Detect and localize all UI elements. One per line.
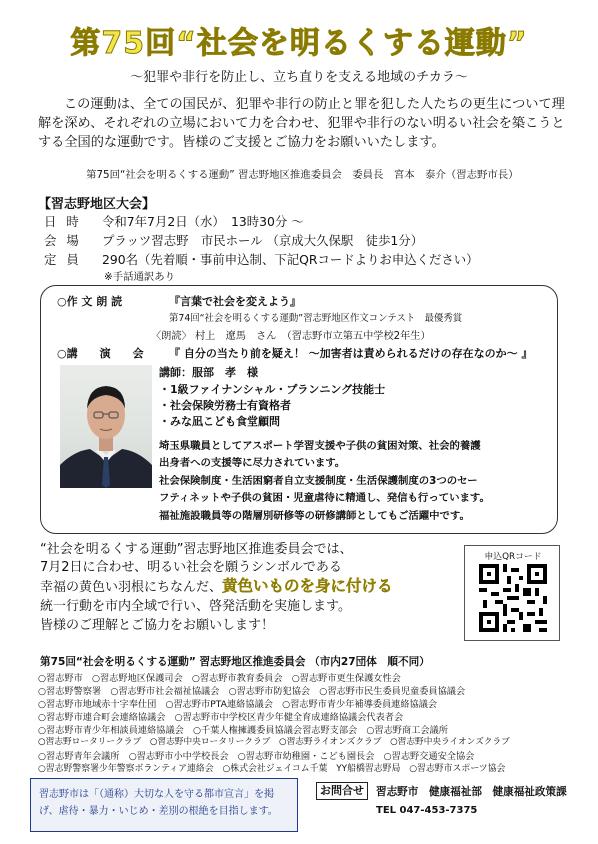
slogan-text: 幸福の黄色い羽根にちなんだ、 bbox=[40, 580, 223, 595]
qr-box bbox=[464, 545, 560, 641]
bio-line: 社会保険制度・生活困窮者自立支援制度・生活保護制度の3つのセー bbox=[159, 475, 478, 487]
organization-line: ○習志野警察署少年警察ボランティア連絡会 ○株式会社ジェイコム千葉 YY船橋習志野局 ○習志野市スポーツ協会 bbox=[38, 764, 506, 774]
slogan-line: 統一行動を市内全域で行い、啓発活動を実施します。 bbox=[40, 599, 351, 614]
organization-line: ○習志野市 ○習志野地区保護司会 ○習志野市教育委員会 ○習志野市更生保護女性会 bbox=[38, 673, 401, 684]
essay-title: 『言葉で社会を変えよう』 bbox=[169, 295, 301, 308]
info-key: 会場 bbox=[44, 233, 89, 248]
yellow-highlight-text: 黄色いものを身に付ける bbox=[222, 577, 393, 595]
organizations-title: 第75回“社会を明るくする運動” 習志野地区推進委員会 （市内27団体 順不同） bbox=[40, 656, 430, 668]
intro-paragraph: この運動は、全ての国民が、犯罪や非行の防止と罪を犯した人たちの更生について理解を深め、それぞれの立場において力を合わせ、犯罪や非行のない明るい社会を築こうとする全国的な運動です。皆様のご支援とご協力をお願いいたします。 bbox=[38, 97, 565, 150]
event-heading: 【習志野地区大会】 bbox=[38, 197, 156, 212]
essay-contest: 第74回“社会を明るくする運動”習志野地区作文コンテスト 最優秀賞 bbox=[169, 313, 463, 324]
contact-label: お問合せ bbox=[316, 782, 368, 800]
slogan-line: “社会を明るくする運動”習志野地区推進委員会では、 bbox=[40, 542, 353, 557]
qr-label: 申込QRコード bbox=[484, 552, 542, 562]
contact-department: 習志野市 健康福祉部 健康福祉政策課 bbox=[376, 786, 567, 798]
info-row-date bbox=[44, 212, 304, 230]
city-declaration-box: 習志野市は「（通称）大切な人を守る都市宣言」を掲げ、虐待・暴力・いじめ・差別の根絶を目指します。 bbox=[30, 778, 298, 832]
bio-line: 出身者への支援等に尽力されています。 bbox=[159, 457, 346, 469]
organization-line: ○習志野市連合町会連絡協議会 ○習志野市中学校区青少年健全育成連絡協議会代表者会 bbox=[38, 712, 404, 723]
bio-line: 福祉施設職員等の階層別研修等の研修講師としてもご活躍中です。 bbox=[159, 510, 470, 522]
slogan-line: 7月2日に合わせ、明るい社会を願うシンボルである bbox=[40, 560, 342, 575]
slogan-line-highlight bbox=[40, 577, 420, 598]
info-value: 令和7年7月2日（水） 13時30分 ～ bbox=[102, 214, 304, 229]
info-key: 定員 bbox=[44, 252, 89, 267]
info-row-venue bbox=[44, 231, 423, 249]
page-subtitle: ～犯罪や非行を防止し、立ち直りを支える地域のチカラ～ bbox=[130, 70, 468, 85]
essay-reader: 〈朗読〉 村上 遼馬 さん （習志野市立第五中学校2年生） bbox=[151, 331, 431, 342]
committee-chair-line: 第75回“社会を明るくする運動” 習志野地区推進委員会 委員長 宮本 泰介（習志野市長） bbox=[86, 169, 519, 181]
bio-line: 埼玉県職員としてアスポート学習支援や子供の貧困対策、社会的養護 bbox=[159, 440, 481, 452]
info-value: プラッツ習志野 市民ホール （京成大久保駅 徒歩1分） bbox=[102, 233, 424, 248]
organization-line: ○習志野市青少年相談員連絡協議会 ○千葉人権擁護委員協議会習志野支部会 ○習志野商工会議所 bbox=[38, 725, 448, 736]
organization-line: ○習志野ロータリークラブ ○習志野中央ロータリークラブ ○習志野ライオンズクラブ ○習志野中央ライオンズクラブ bbox=[38, 737, 510, 747]
credential-item: ・1級ファイナンシャル・プランニング技能士 bbox=[159, 383, 386, 396]
page-title: 第75回“社会を明るくする運動” bbox=[70, 26, 528, 61]
contact-phone[interactable]: TEL 047-453-7375 bbox=[376, 805, 478, 816]
qr-code-icon[interactable] bbox=[479, 564, 547, 632]
info-value: 290名（先着順・事前申込制、下記QRコードよりお申込ください） bbox=[102, 252, 479, 267]
slogan-line: 皆様のご理解とご協力をお願いします！ bbox=[40, 618, 275, 633]
lecturer-name: 講師：服部 孝 様 bbox=[159, 366, 258, 379]
essay-label: ○作 文 朗 読 bbox=[57, 295, 123, 308]
sign-language-note: ※手話通訳あり bbox=[104, 271, 176, 283]
organization-line: ○習志野警察署 ○習志野市社会福祉協議会 ○習志野市防犯協会 ○習志野市民生委員児童委員協議会 bbox=[38, 686, 466, 697]
credential-item: ・みな凪こども食堂顧問 bbox=[159, 415, 280, 428]
lecture-label: ○講 演 会 bbox=[57, 347, 144, 360]
lecture-title: 『 自分の当たり前を疑え！ ～加害者は責められるだけの存在なのか～ 』 bbox=[169, 347, 533, 360]
organization-line: ○習志野市地域赤十字奉仕団 ○習志野市PTA連絡協議会 ○習志野市青少年補導委員連絡協議会 bbox=[38, 699, 438, 710]
bio-line: フティネットや子供の貧困・児童虐待に精通し、発信も行っています。 bbox=[159, 492, 490, 504]
info-row-capacity bbox=[44, 250, 479, 268]
info-key: 日時 bbox=[44, 214, 89, 229]
speaker-photo bbox=[60, 365, 152, 488]
organization-line: ○習志野青年会議所 ○習志野市小中学校長会 ○習志野市幼稚園・こども園長会 ○習志野交通安全協会 bbox=[38, 751, 475, 762]
credential-item: ・社会保険労務士有資格者 bbox=[159, 399, 291, 412]
